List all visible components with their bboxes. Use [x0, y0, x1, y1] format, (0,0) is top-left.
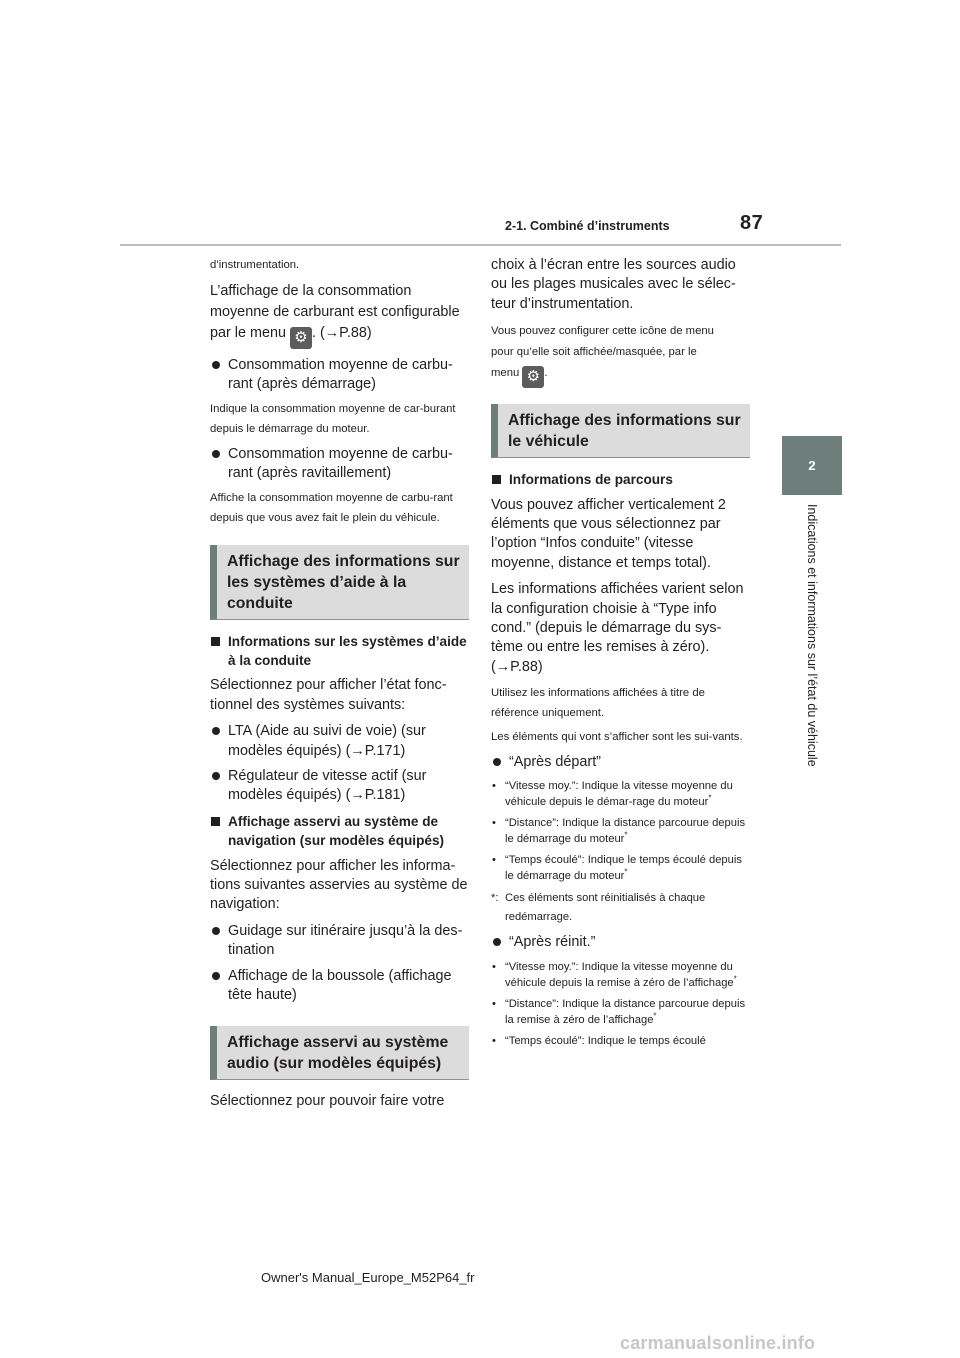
- page-number: 87: [740, 212, 764, 234]
- footnote-marker: *: [624, 830, 628, 840]
- paragraph: Sélectionnez pour afficher les informa-tions suivantes asservies au système de navigation:: [210, 857, 468, 913]
- bullet-item: “Après réinit.”: [491, 933, 750, 952]
- gear-icon: ⚙: [522, 366, 544, 388]
- footer-manual-id: Owner's Manual_Europe_M52P64_fr: [261, 1270, 475, 1285]
- chapter-title: [793, 504, 831, 804]
- note-paragraph: [491, 321, 750, 388]
- paragraph: Sélectionnez pour afficher l’état fonc-tionnel des systèmes suivants:: [210, 677, 447, 713]
- footnote-mark: *:: [491, 892, 499, 905]
- section-heading: Affichage des informations sur le véhicule: [491, 404, 750, 458]
- footer-watermark: carmanualsonline.info: [620, 1333, 816, 1353]
- text-line: par le menu: [210, 324, 286, 341]
- text-line: L’affichage de la consommation: [210, 282, 412, 299]
- paragraph: Sélectionnez pour pouvoir faire votre: [210, 1092, 445, 1109]
- chapter-number: 2: [808, 458, 816, 473]
- text-line: pour qu’elle soit affichée/masquée, par le: [491, 346, 697, 359]
- subheading: Informations de parcours: [491, 470, 750, 489]
- list-item-text: “Distance”: Indique la distance parcourue depuis la remise à zéro de l’affichage: [505, 997, 746, 1026]
- note-paragraph: Les éléments qui vont s’afficher sont les sui-vants.: [491, 731, 743, 744]
- text-line: .: [544, 367, 548, 380]
- list-item-text: “Vitesse moy.”: Indique la vitesse moyenne du véhicule depuis la remise à zéro de l’affichage: [505, 960, 734, 989]
- list-item: • “Temps écoulé”: Indique le temps écoulé: [491, 1033, 750, 1049]
- list-item-text: “Temps écoulé”: Indique le temps écoulé depuis le démarrage du moteur: [505, 854, 742, 883]
- bullet-item: Régulateur de vitesse actif (sur modèles équipés) (→P.181): [210, 767, 469, 806]
- text-line: menu: [491, 367, 520, 380]
- header-divider: [120, 244, 841, 246]
- list-item: [491, 778, 750, 810]
- subheading: Affichage asservi au système de navigation (sur modèles équipés): [210, 812, 469, 851]
- chapter-title-text: Indications et informations sur l’état du véhicule: [805, 504, 819, 767]
- bullet-item: LTA (Aide au suivi de voie) (sur modèles équipés) (→P.171): [210, 722, 469, 761]
- list-item-text: “Vitesse moy.”: Indique la vitesse moyenne du véhicule depuis le démar-rage du moteur: [505, 780, 733, 809]
- footnote-marker: *: [653, 1011, 657, 1021]
- bullet-description: Indique la consommation moyenne de car-burant depuis le démarrage du moteur.: [210, 403, 456, 435]
- list-item-text: “Distance”: Indique la distance parcourue depuis le démarrage du moteur: [505, 817, 746, 846]
- bullet-item: Consommation moyenne de carbu-rant (après démarrage): [210, 356, 469, 395]
- bullet-item: “Après départ”: [491, 753, 750, 772]
- bullet-item: Affichage de la boussole (affichage tête haute): [210, 967, 469, 1006]
- footnote: [491, 889, 750, 927]
- footnote-marker: *: [624, 867, 628, 877]
- paragraph: Vous pouvez afficher verticalement 2 éléments que vous sélectionnez par l’option “Infos conduite” (vitesse moyenne, distance et temps total).: [491, 496, 726, 571]
- text-line: Vous pouvez configurer cette icône de menu: [491, 325, 714, 338]
- list-item: [491, 959, 750, 991]
- bullet-item: Guidage sur itinéraire jusqu’à la des-tination: [210, 922, 469, 961]
- page-reference: . (→P.88): [312, 324, 372, 341]
- footnote-text: Ces éléments sont réinitialisés à chaque redémarrage.: [505, 892, 706, 924]
- left-column: [210, 256, 469, 1118]
- continued-text: d’instrumentation.: [210, 259, 300, 271]
- paragraph: [210, 281, 469, 349]
- footnote-marker: *: [708, 793, 712, 803]
- subheading: Informations sur les systèmes d’aide à la conduite: [210, 632, 469, 671]
- chapter-tab: [782, 436, 842, 495]
- section-heading: Affichage asservi au système audio (sur modèles équipés): [210, 1026, 469, 1080]
- list-item: [491, 815, 750, 847]
- bullet-description: Affiche la consommation moyenne de carbu-rant depuis que vous avez fait le plein du véhicule.: [210, 492, 453, 524]
- footnote-marker: *: [733, 974, 737, 984]
- gear-icon: ⚙: [290, 327, 312, 349]
- header-section-title: 2-1. Combiné d’instruments: [505, 219, 670, 233]
- bullet-item: Consommation moyenne de carbu-rant (après ravitaillement): [210, 445, 469, 484]
- list-item: [491, 996, 750, 1028]
- paragraph: Les informations affichées varient selon la configuration choisie à “Type info cond.” (depuis le démarrage du sys-tème ou entre les remises à zéro). (→P.88): [491, 581, 744, 675]
- note-paragraph: Utilisez les informations affichées à titre de référence uniquement.: [491, 687, 705, 719]
- paragraph: choix à l’écran entre les sources audio ou les plages musicales avec le sélec-teur d’instrumentation.: [491, 257, 736, 312]
- right-column: [491, 256, 750, 1054]
- list-item: [491, 852, 750, 884]
- section-heading: Affichage des informations sur les systèmes d’aide à la conduite: [210, 545, 469, 620]
- text-line: moyenne de carburant est configurable: [210, 303, 460, 320]
